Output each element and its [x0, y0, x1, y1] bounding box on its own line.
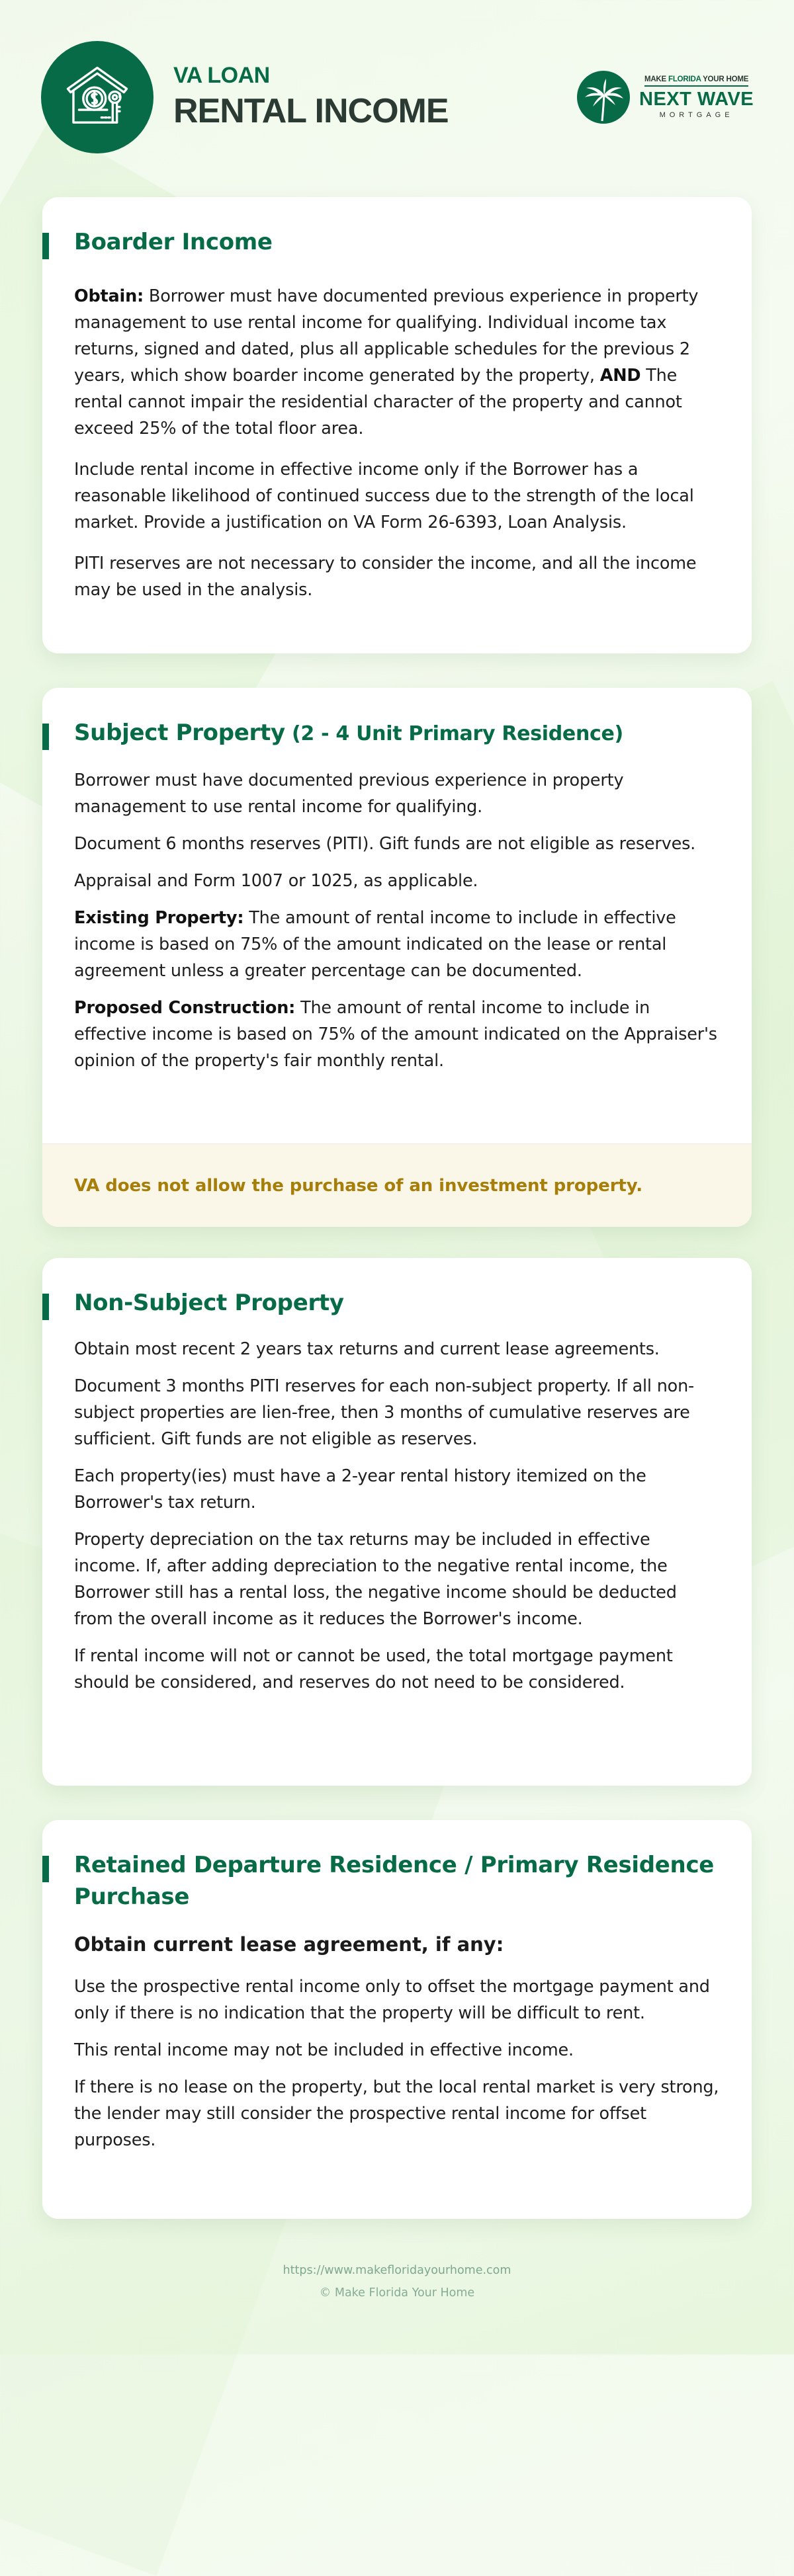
paragraph: Use the prospective rental income only to offset the mortgage payment and only if there is no indication that the property will be difficult to rent. — [74, 1977, 710, 2023]
brand-text — [639, 75, 754, 119]
copyright: © Make Florida Your Home — [319, 2286, 475, 2300]
text: The amount of rental income to include in effective income is based on 75% of the amount indicated on the Appraiser's opinion of the property's fair monthly rental. — [74, 998, 717, 1071]
paragraph: If there is no lease on the property, but the local rental market is very strong, the lender may still consider the prospective rental income for offset purposes. — [74, 2077, 719, 2150]
paragraph: If rental income will not or cannot be used, the total mortgage payment should be considered, and reserves do not need to be considered. — [74, 1646, 673, 1692]
text: Borrower must have documented previous experience in property management to use rental income for qualifying. Individual income tax returns, signed and dated, plus all applicable schedules for the previous 2 years, which show boarder income generated by the property, — [74, 286, 699, 386]
brand-logo[interactable] — [577, 71, 754, 124]
tagline-highlight: FLORIDA — [668, 75, 701, 83]
section-title: Retained Departure Residence / Primary Residence Purchase — [74, 1849, 720, 1913]
page-kicker: VA LOAN — [173, 63, 270, 88]
warning-banner — [42, 1143, 752, 1227]
paragraph: Appraisal and Form 1007 or 1025, as applicable. — [74, 871, 478, 891]
section-subhead: Obtain current lease agreement, if any: — [74, 1933, 504, 1956]
page-footer — [0, 2261, 794, 2303]
label-obtain: Obtain: — [74, 286, 144, 306]
title-block — [173, 61, 449, 131]
card-non-subject-property — [42, 1258, 752, 1786]
label-and: AND — [599, 366, 641, 386]
paragraph: Include rental income in effective income only if the Borrower has a reasonable likelihood of continued success due to the strength of the local market. Provide a justification on VA Form 26-6393, Loan Analysis. — [74, 460, 694, 532]
paragraph: PITI reserves are not necessary to consider the income, and all the income may be used in the analysis. — [74, 554, 697, 600]
brand-name: NEXT WAVE — [639, 89, 754, 110]
warning-text: VA does not allow the purchase of an investment property. — [74, 1175, 643, 1196]
section-title — [74, 717, 720, 750]
card-boarder-income — [42, 197, 752, 653]
section-title: Non-Subject Property — [74, 1287, 720, 1319]
brand-tagline — [644, 75, 748, 87]
card-retained-departure-residence — [42, 1820, 752, 2219]
paragraph — [74, 995, 720, 1074]
paragraph: Obtain most recent 2 years tax returns and current lease agreements. — [74, 1339, 660, 1359]
website-link[interactable]: https://www.makefloridayourhome.com — [283, 2264, 511, 2277]
card-subject-property — [42, 688, 752, 1227]
paragraph: Document 3 months PITI reserves for each non-subject property. If all non-subject properties are lien-free, then 3 months of cumulative reserves are sufficient. Gift funds are not eligible as reserves. — [74, 1376, 695, 1449]
paragraph: Borrower must have documented previous experience in property management to use rental income for qualifying. — [74, 770, 624, 817]
house-dollar-key-icon — [41, 41, 154, 153]
section-title: Boarder Income — [74, 226, 720, 258]
paragraph — [74, 905, 720, 984]
page-title: RENTAL INCOME — [173, 92, 449, 130]
brand-sub: MORTGAGE — [659, 111, 734, 119]
paragraph — [74, 283, 720, 442]
page-header — [0, 0, 794, 185]
text: The rental cannot impair the residential character of the property and cannot exceed 25% of the total floor area. — [74, 366, 682, 438]
label-proposed-construction: Proposed Construction: — [74, 998, 296, 1018]
paragraph: This rental income may not be included in effective income. — [74, 2040, 574, 2060]
tagline-pre: MAKE — [644, 75, 668, 83]
tagline-post: YOUR HOME — [701, 75, 749, 83]
palm-tree-icon — [577, 71, 630, 124]
paragraph: Property depreciation on the tax returns may be included in effective income. If, after adding depreciation to the negative rental income, the Borrower still has a rental loss, the negative income should be deducted from the overall income as it reduces the Borrower's income. — [74, 1530, 677, 1629]
paragraph: Each property(ies) must have a 2-year rental history itemized on the Borrower's tax return. — [74, 1466, 646, 1513]
title-sub: (2 - 4 Unit Primary Residence) — [285, 722, 623, 745]
text: The amount of rental income to include in effective income is based on 75% of the amount indicated on the lease or rental agreement unless a greater percentage can be documented. — [74, 908, 676, 981]
title-main: Subject Property — [74, 720, 285, 746]
label-existing-property: Existing Property: — [74, 908, 244, 928]
paragraph: Document 6 months reserves (PITI). Gift funds are not eligible as reserves. — [74, 834, 696, 854]
